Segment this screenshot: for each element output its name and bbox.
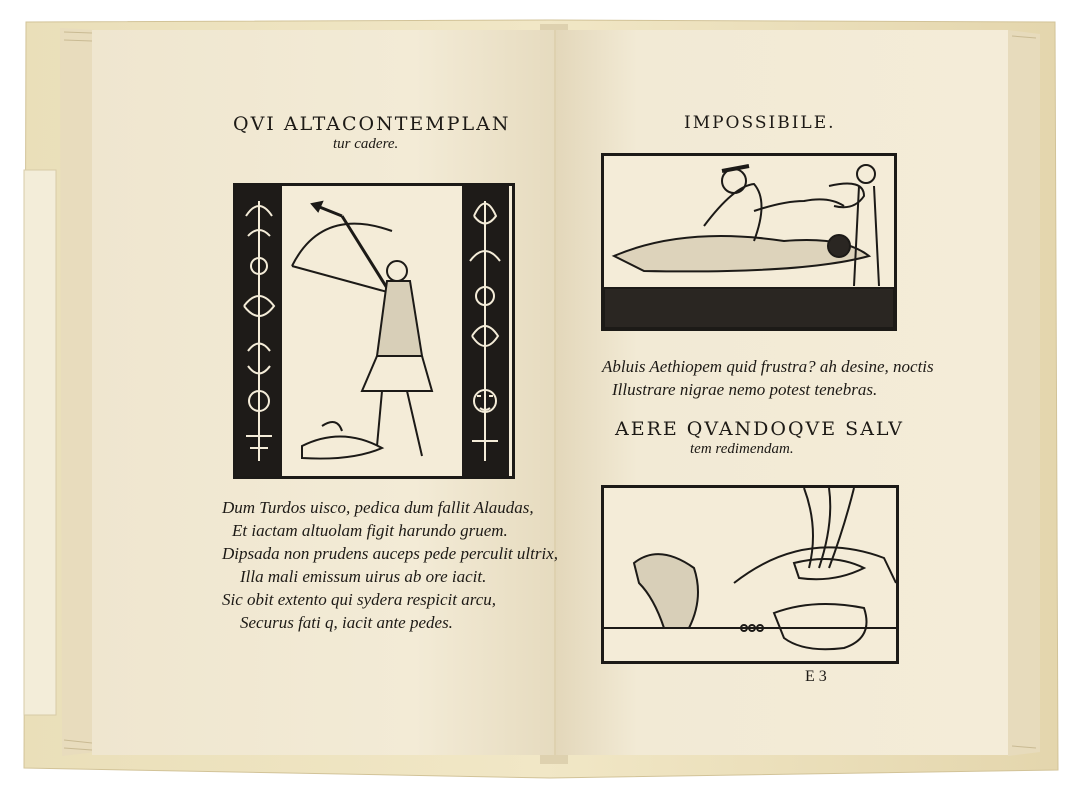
right-verse-line-2: Illustrare nigrae nemo potest tenebras.	[612, 380, 878, 399]
left-verse-line-2: Et iactam altuolam figit harundo gruem.	[232, 521, 508, 540]
right-verse-line-1: Abluis Aethiopem quid frustra? ah desine, noctis	[602, 357, 934, 376]
weasel-woodcut	[601, 485, 899, 664]
left-title-line-2: tur cadere.	[333, 136, 399, 152]
right-ornamental-pillar	[462, 186, 509, 476]
right-title-2-line-2: tem redimendam.	[690, 441, 794, 457]
left-title-line-1: QVI ALTACONTEMPLAN	[233, 113, 511, 135]
left-verse-line-6: Securus fati q, iacit ante pedes.	[240, 613, 453, 632]
right-title-2-line-1: AERE QVANDOQVE SALV	[615, 418, 904, 440]
archer-figure	[282, 186, 462, 476]
left-ornamental-pillar	[236, 186, 282, 476]
left-verse-line-4: Illa mali emissum uirus ab ore iacit.	[240, 567, 487, 586]
left-verse-line-5: Sic obit extento qui sydera respicit arcu,	[222, 590, 496, 609]
archer-woodcut	[233, 183, 515, 479]
left-verse-line-1: Dum Turdos uisco, pedica dum fallit Alaudas,	[222, 498, 534, 517]
right-title: IMPOSSIBILE.	[684, 113, 836, 133]
washing-woodcut	[601, 153, 897, 331]
signature-mark: E 3	[805, 668, 827, 685]
left-verse-line-3: Dipsada non prudens auceps pede perculit ultrix,	[222, 544, 559, 563]
